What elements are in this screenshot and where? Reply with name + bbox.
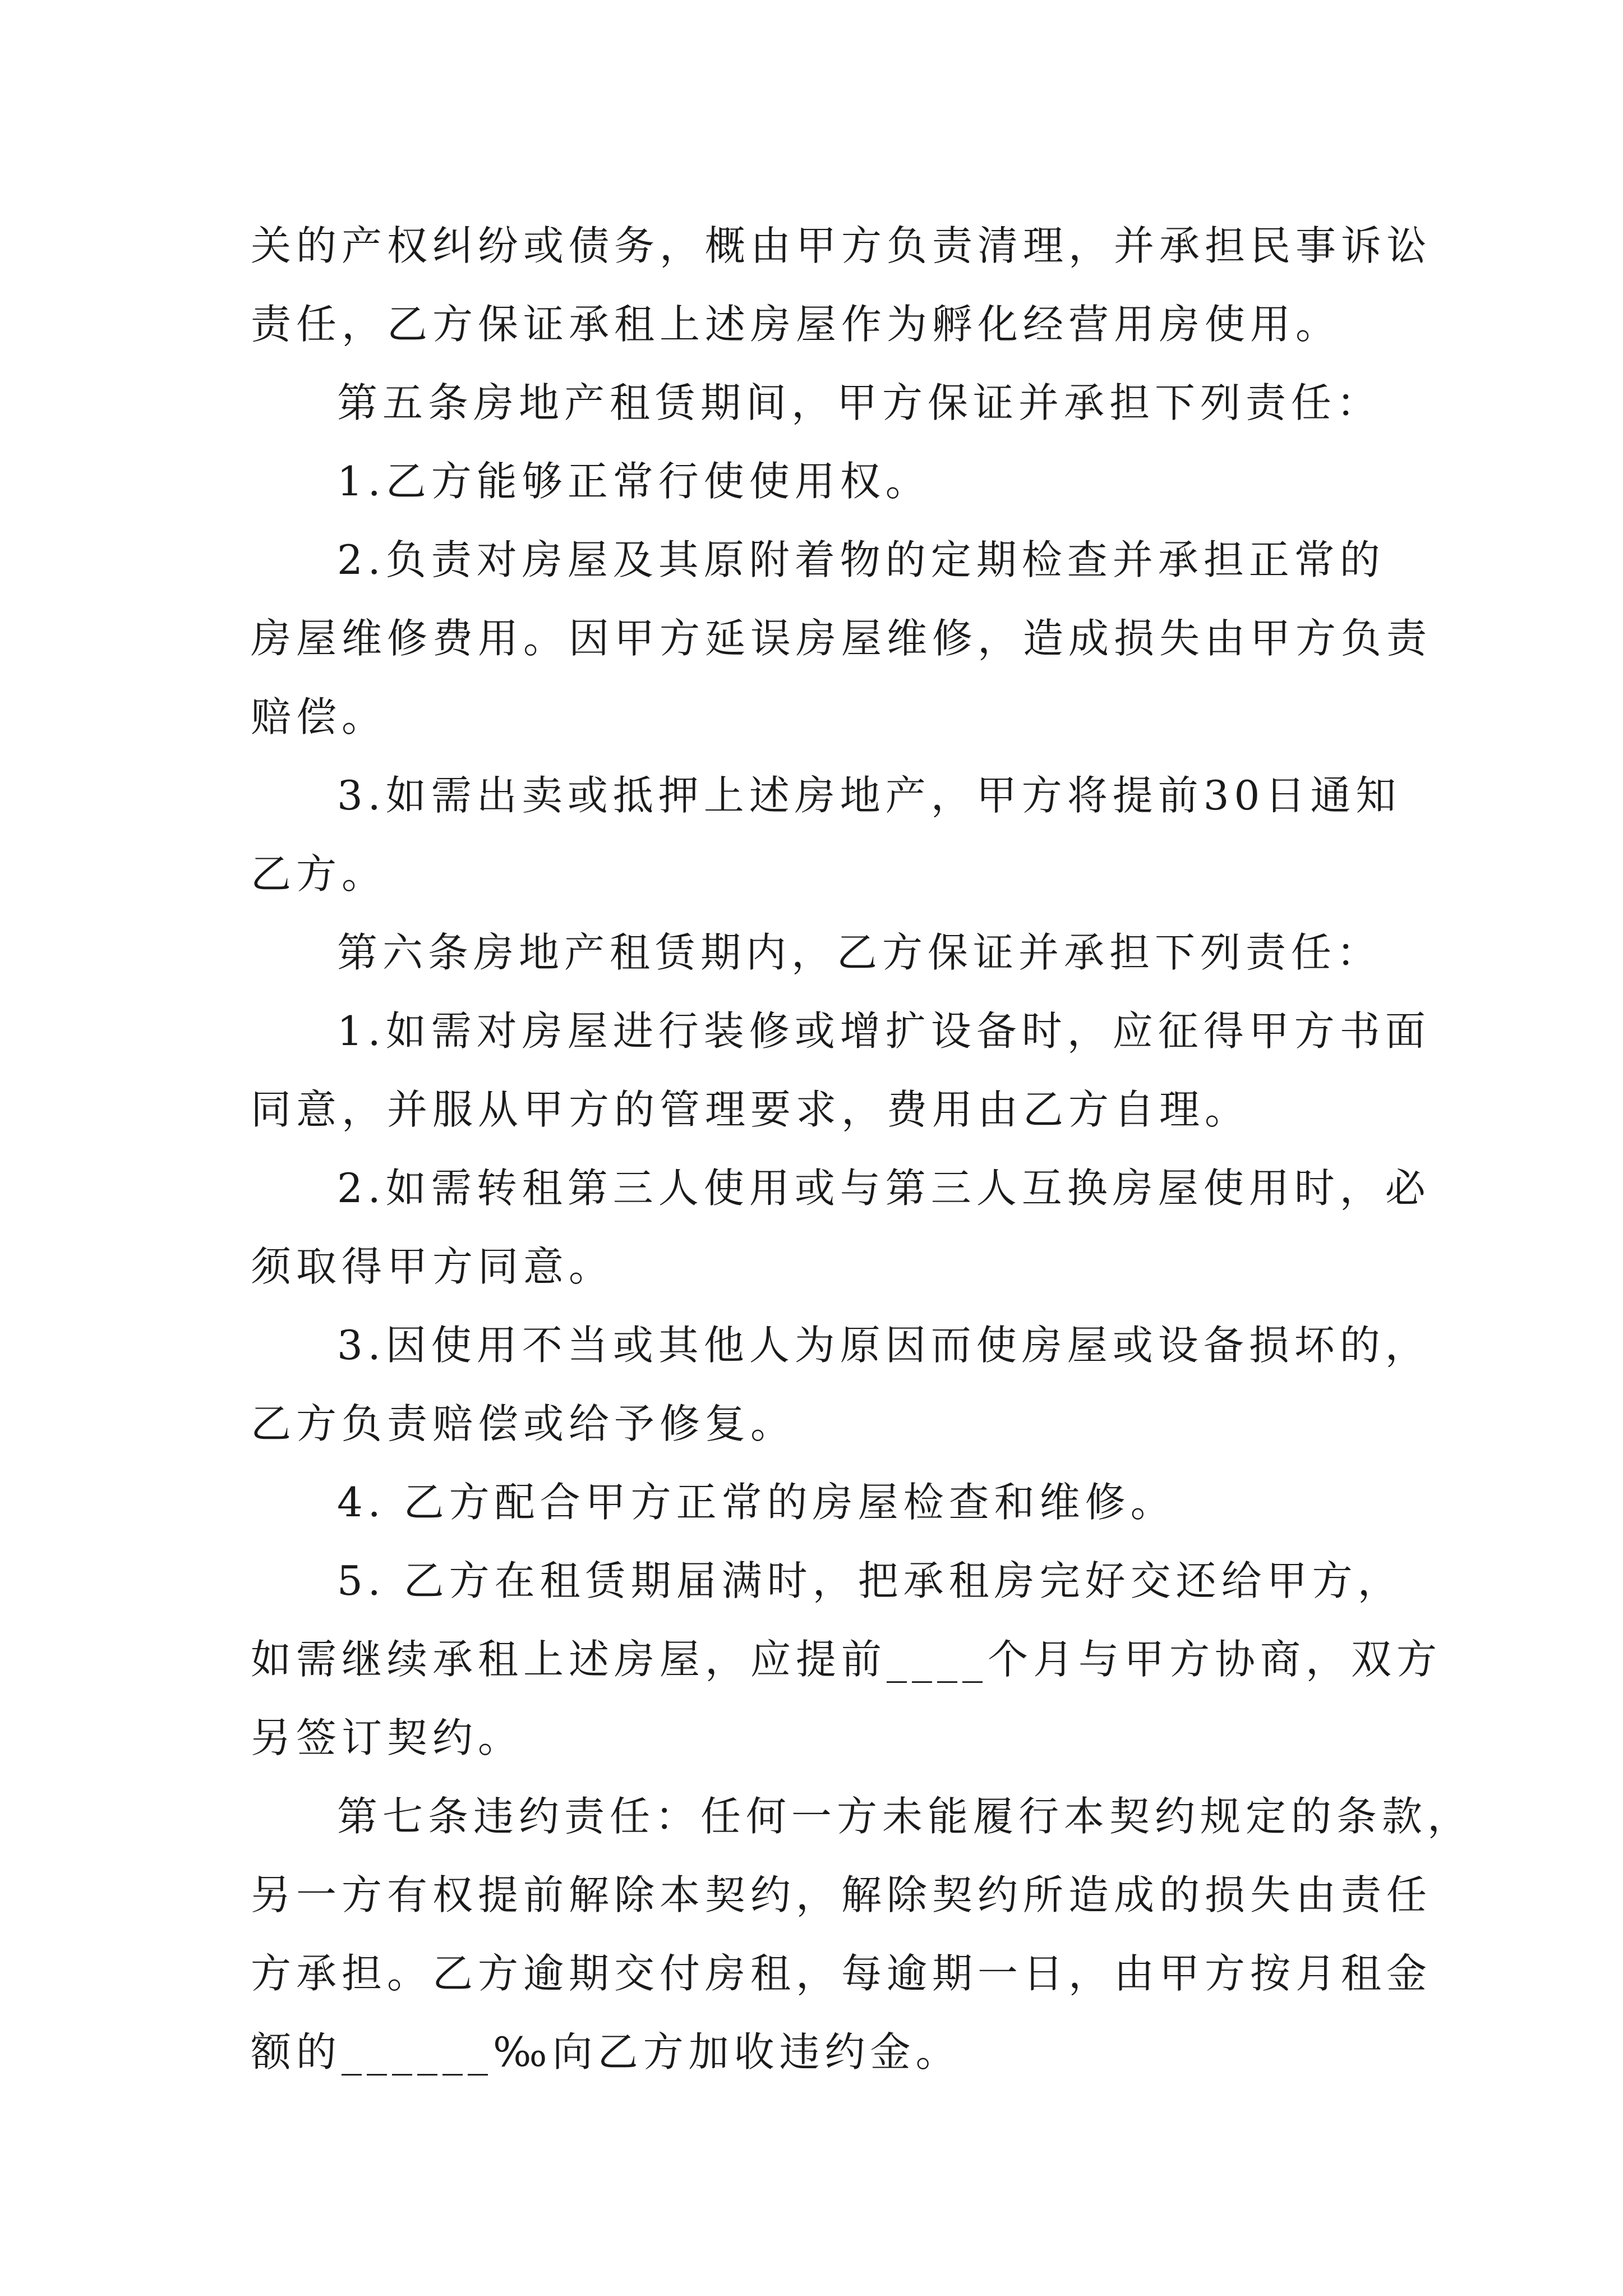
text-line: 乙方负责赔偿或给予修复。 (251, 1400, 796, 1447)
text-line: 须取得甲方同意。 (251, 1243, 615, 1290)
text-line: 另一方有权提前解除本契约，解除契约所造成的损失由责任 (251, 1871, 1432, 1918)
text-line: 方承担。乙方逾期交付房租，每逾期一日，由甲方按月租金 (251, 1950, 1432, 1997)
text-line: 关的产权纠纷或债务，概由甲方负责清理，并承担民事诉讼 (251, 222, 1432, 269)
text-line: 另签订契约。 (251, 1714, 524, 1761)
text-line: 乙方。 (251, 850, 388, 898)
text-line: 1.如需对房屋进行装修或增扩设备时，应征得甲方书面 (337, 1007, 1431, 1055)
text-line: 赔偿。 (251, 693, 388, 740)
text-line: 2.负责对房屋及其原附着物的定期检查并承担正常的 (337, 536, 1385, 583)
text-line: 3.如需出卖或抵押上述房地产，甲方将提前30日通知 (337, 772, 1401, 819)
text-line: 额的______‰向乙方加收违约金。 (251, 2028, 961, 2076)
document-body (251, 206, 1473, 2091)
text-line: 责任，乙方保证承租上述房屋作为孵化经营用房使用。 (251, 301, 1341, 348)
text-line: 同意，并服从甲方的管理要求，费用由乙方自理。 (251, 1086, 1251, 1133)
text-line: 3.因使用不当或其他人为原因而使房屋或设备损坏的， (337, 1322, 1431, 1369)
article-6-heading: 第六条房地产租赁期内，乙方保证并承担下列责任： (337, 929, 1382, 976)
text-line: 5. 乙方在租赁期届满时，把承租房完好交还给甲方， (337, 1557, 1403, 1604)
article-5-heading: 第五条房地产租赁期间，甲方保证并承担下列责任： (337, 379, 1382, 426)
text-line: 1.乙方能够正常行使使用权。 (337, 458, 931, 505)
article-7-heading: 第七条违约责任：任何一方未能履行本契约规定的条款， (337, 1793, 1473, 1840)
text-line: 4. 乙方配合甲方正常的房屋检查和维修。 (337, 1479, 1176, 1526)
text-line: 房屋维修费用。因甲方延误房屋维修，造成损失由甲方负责 (251, 615, 1432, 662)
text-line: 2.如需转租第三人使用或与第三人互换房屋使用时，必 (337, 1165, 1431, 1212)
text-line: 如需继续承租上述房屋，应提前____个月与甲方协商，双方 (251, 1636, 1442, 1683)
